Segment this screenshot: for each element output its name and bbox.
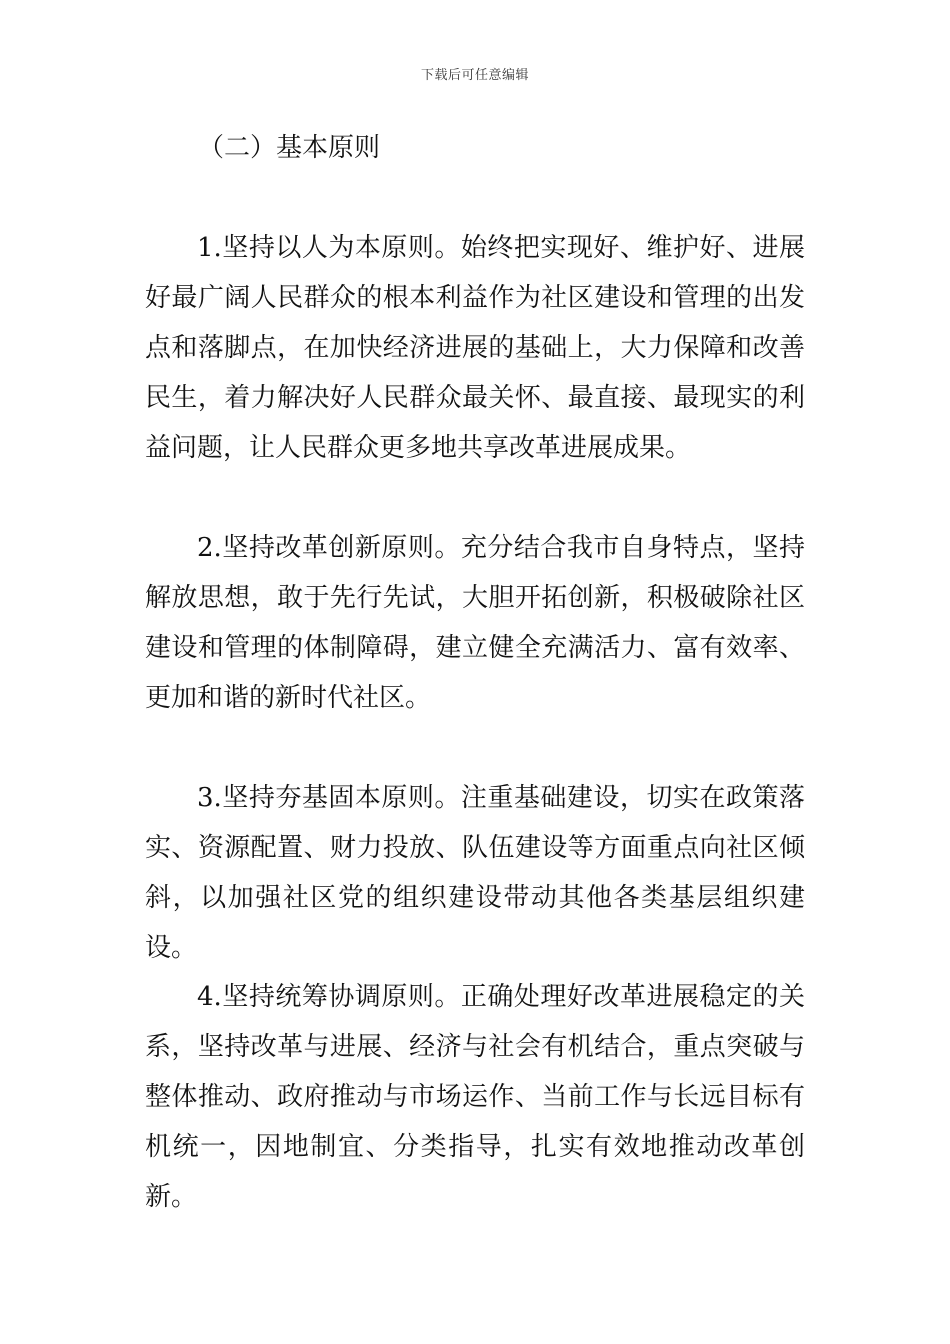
paragraph-principle-3: 3.坚持夯基固本原则。注重基础建设，切实在政策落实、资源配置、财力投放、队伍建设等方面重点向社区倾斜，以加强社区党的组织建设带动其他各类基层组织建设。 [145, 783, 805, 963]
paragraph-principle-4: 4.坚持统筹协调原则。正确处理好改革进展稳定的关系，坚持改革与进展、经济与社会有机结合，重点突破与整体推动、政府推动与市场运作、当前工作与长远目标有机统一，因地制宜、分类指导，扎实有效地推动改革创新。 [145, 982, 805, 1212]
section-heading: （二）基本原则 [198, 133, 381, 163]
paragraph-principle-1: 1.坚持以人为本原则。始终把实现好、维护好、进展好最广阔人民群众的根本利益作为社区建设和管理的出发点和落脚点，在加快经济进展的基础上，大力保障和改善民生，着力解决好人民群众最关怀、最直接、最现实的利益问题，让人民群众更多地共享改革进展成果。 [145, 233, 805, 463]
paragraph-principle-2: 2.坚持改革创新原则。充分结合我市自身特点，坚持解放思想，敢于先行先试，大胆开拓创新，积极破除社区建设和管理的体制障碍，建立健全充满活力、富有效率、更加和谐的新时代社区。 [145, 533, 805, 713]
page-header: 下载后可任意编辑 [420, 68, 529, 83]
